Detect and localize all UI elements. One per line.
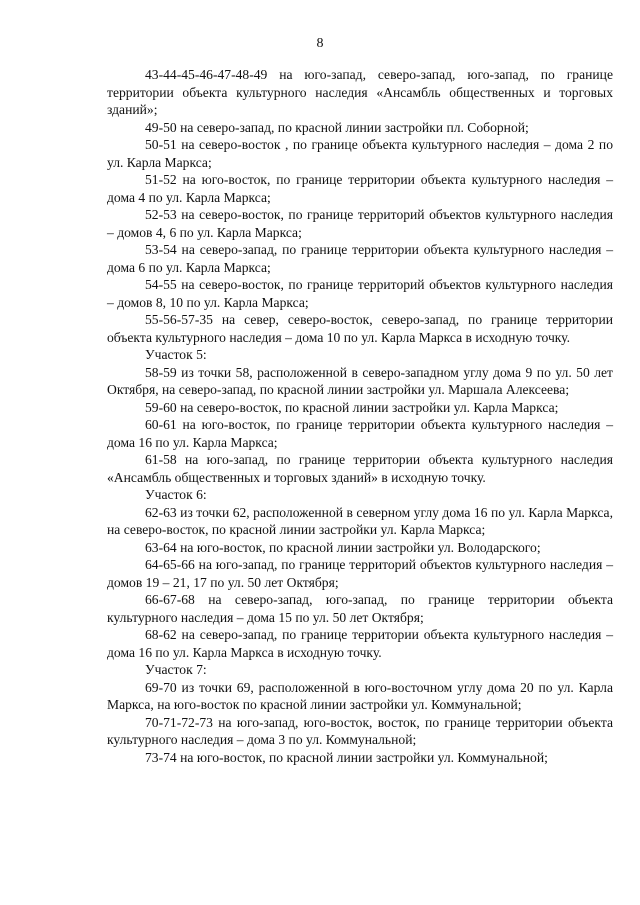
paragraph: 62-63 из точки 62, расположенной в северном углу дома 16 по ул. Карла Маркса, на северо-восток, по красной линии застройки ул. Карла Маркса; xyxy=(107,504,613,537)
paragraph: 58-59 из точки 58, расположенной в северо-западном углу дома 9 по ул. 50 лет Октября, на северо-запад, по красной линии застройки ул. Маршала Алексеева; xyxy=(107,364,613,397)
paragraph: 54-55 на северо-восток, по границе территорий объектов культурного наследия – домов 8, 10 по ул. Карла Маркса; xyxy=(107,277,613,310)
section-heading: Участок 5: xyxy=(145,347,207,362)
paragraph: 53-54 на северо-запад, по границе территории объекта культурного наследия – дома 6 по ул. Карла Маркса; xyxy=(107,242,613,275)
page-number: 8 xyxy=(316,36,324,51)
paragraph: 73-74 на юго-восток, по красной линии застройки ул. Коммунальной; xyxy=(145,749,548,765)
paragraph: 64-65-66 на юго-запад, по границе территорий объектов культурного наследия – домов 19 – 21, 17 по ул. 50 лет Октября; xyxy=(107,557,613,590)
paragraph: 66-67-68 на северо-запад, юго-запад, по границе территории объекта культурного наследия – дома 15 по ул. 50 лет Октября; xyxy=(107,592,613,625)
paragraph: 49-50 на северо-запад, по красной линии застройки пл. Соборной; xyxy=(145,119,529,135)
paragraph: 50-51 на северо-восток , по границе объекта культурного наследия – дома 2 по ул. Карла Маркса; xyxy=(107,137,613,170)
paragraph: 69-70 из точки 69, расположенной в юго-восточном углу дома 20 по ул. Карла Маркса, на юго-восток по красной линии застройки ул. Коммунальной; xyxy=(107,679,613,712)
paragraph: 59-60 на северо-восток, по красной линии застройки ул. Карла Маркса; xyxy=(145,399,559,415)
section-heading: Участок 7: xyxy=(145,662,207,677)
paragraph: 60-61 на юго-восток, по границе территории объекта культурного наследия – дома 16 по ул. Карла Маркса; xyxy=(107,417,613,450)
paragraph: 63-64 на юго-восток, по красной линии застройки ул. Володарского; xyxy=(145,539,541,555)
paragraph: 70-71-72-73 на юго-запад, юго-восток, восток, по границе территории объекта культурного наследия – дома 3 по ул. Коммунальной; xyxy=(107,714,613,747)
paragraph: 51-52 на юго-восток, по границе территории объекта культурного наследия – дома 4 по ул. Карла Маркса; xyxy=(107,172,613,205)
document-body xyxy=(107,66,613,766)
paragraph: 61-58 на юго-запад, по границе территории объекта культурного наследия «Ансамбль общественных и торговых зданий» в исходную точку. xyxy=(107,452,613,485)
paragraph: 43-44-45-46-47-48-49 на юго-запад, северо-запад, юго-запад, по границе территории объекта культурного наследия «Ансамбль общественных и торговых зданий»; xyxy=(107,67,613,117)
paragraph: 55-56-57-35 на север, северо-восток, северо-запад, по границе территории объекта культурного наследия – дома 10 по ул. Карла Маркса в исходную точку. xyxy=(107,312,613,345)
paragraph: 52-53 на северо-восток, по границе территорий объектов культурного наследия – домов 4, 6 по ул. Карла Маркса; xyxy=(107,207,613,240)
section-heading: Участок 6: xyxy=(145,487,207,502)
paragraph: 68-62 на северо-запад, по границе территории объекта культурного наследия – дома 16 по ул. Карла Маркса в исходную точку. xyxy=(107,627,613,660)
